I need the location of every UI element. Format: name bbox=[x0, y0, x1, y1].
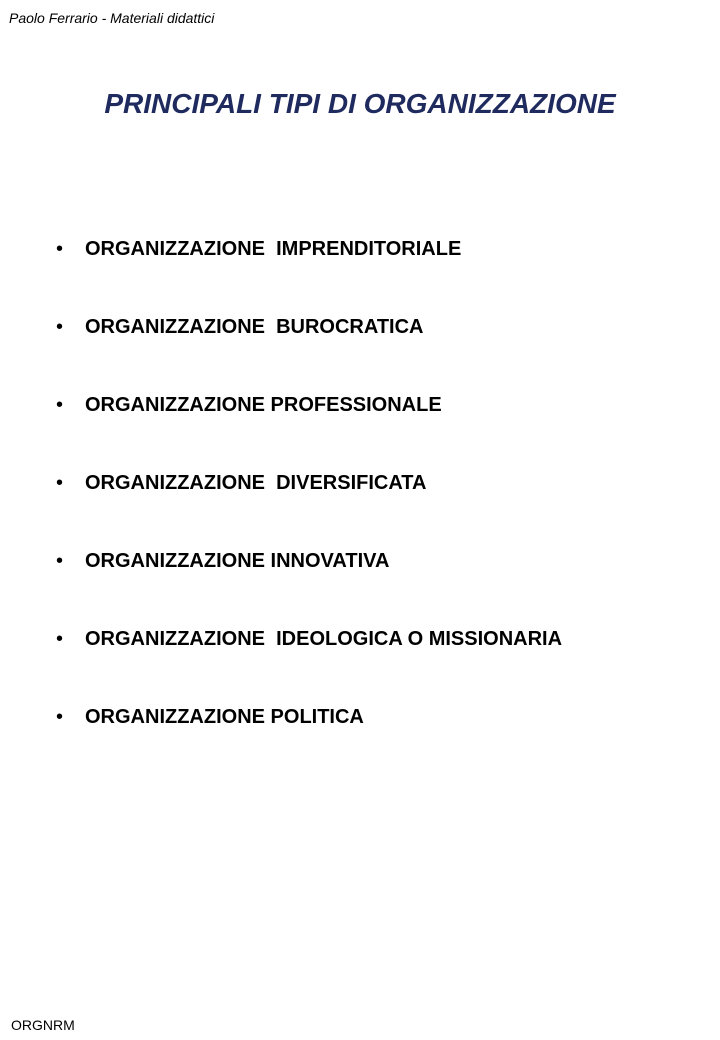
bullet-icon: • bbox=[56, 550, 64, 572]
list-item bbox=[56, 544, 562, 622]
list-item bbox=[56, 466, 562, 544]
bullet-icon: • bbox=[56, 238, 64, 260]
list-item-label: ORGANIZZAZIONE PROFESSIONALE bbox=[85, 394, 442, 416]
bullet-icon: • bbox=[56, 472, 64, 494]
list-item-label: ORGANIZZAZIONE IDEOLOGICA O MISSIONARIA bbox=[85, 628, 563, 650]
bullet-icon: • bbox=[56, 394, 64, 416]
bullet-icon: • bbox=[56, 706, 64, 728]
list-item-label: ORGANIZZAZIONE POLITICA bbox=[85, 706, 364, 728]
list-item bbox=[56, 310, 562, 388]
list-item-label: ORGANIZZAZIONE DIVERSIFICATA bbox=[85, 472, 427, 494]
list-item-label: ORGANIZZAZIONE INNOVATIVA bbox=[85, 550, 390, 572]
page-title: PRINCIPALI TIPI DI ORGANIZZAZIONE bbox=[104, 88, 616, 119]
list-item-label: ORGANIZZAZIONE IMPRENDITORIALE bbox=[85, 238, 462, 260]
bullet-icon: • bbox=[56, 316, 64, 338]
list-item bbox=[56, 388, 562, 466]
organization-types-list bbox=[56, 232, 562, 778]
footer-code: ORGNRM bbox=[11, 1017, 75, 1033]
list-item-label: ORGANIZZAZIONE BUROCRATICA bbox=[85, 316, 424, 338]
header-note: Paolo Ferrario - Materiali didattici bbox=[9, 10, 215, 26]
list-item bbox=[56, 232, 562, 310]
bullet-icon: • bbox=[56, 628, 64, 650]
list-item bbox=[56, 700, 562, 778]
list-item bbox=[56, 622, 562, 700]
